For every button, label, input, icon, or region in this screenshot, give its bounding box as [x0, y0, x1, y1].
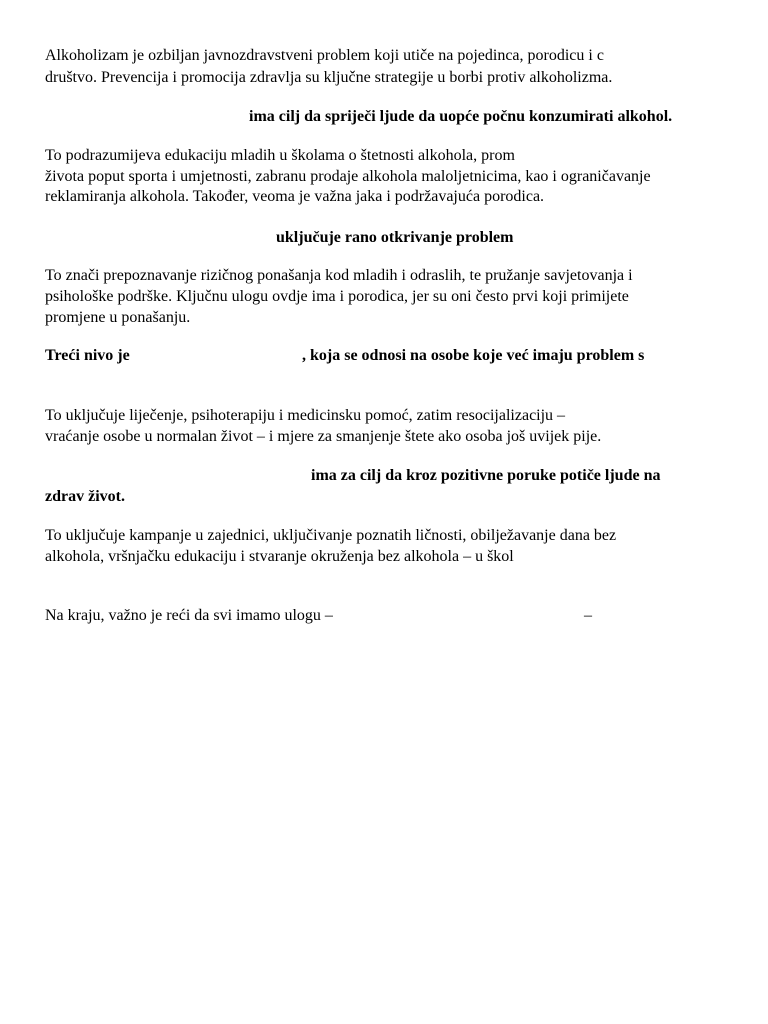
conclusion-text-part-1: Na kraju, važno je reći da svi imamo ulogu – [45, 607, 333, 624]
tertiary-text-line-1: To uključuje liječenje, psihoterapiju i medicinsku pomoć, zatim resocijalizaciju – [45, 407, 566, 424]
primary-text-line-2: života poput sporta i umjetnosti, zabranu prodaje alkohola maloljetnicima, kao i ograničavanje [45, 168, 651, 185]
primary-text-line-1: To podrazumijeva edukaciju mladih u školama o štetnosti alkohola, prom [45, 147, 515, 164]
intro-line-1: Alkoholizam je ozbiljan javnozdravstveni problem koji utiče na pojedinca, porodicu i c [45, 47, 604, 64]
promotion-heading-line-2: zdrav život. [45, 488, 125, 505]
secondary-text-line-3: promjene u ponašanju. [45, 309, 191, 326]
promotion-text-line-2: alkohola, vršnjačku edukaciju i stvaranje okruženja bez alkohola – u škol [45, 548, 514, 565]
conclusion-text-part-2: – [584, 607, 592, 624]
tertiary-text-line-2: vraćanje osobe u normalan život – i mjere za smanjenje štete ako osoba još uvijek pije. [45, 428, 602, 445]
tertiary-heading-part-2: , koja se odnosi na osobe koje već imaju problem s [302, 347, 645, 364]
tertiary-heading-part-1: Treći nivo je [45, 347, 130, 364]
primary-text-line-3: reklamiranja alkohola. Također, veoma je važna jaka i podržavajuća porodica. [45, 188, 545, 205]
secondary-prevention-heading: uključuje rano otkrivanje problem [276, 229, 514, 246]
secondary-text-line-2: psihološke podrške. Ključnu ulogu ovdje ima i porodica, jer su oni često prvi koji primijete [45, 288, 629, 305]
primary-prevention-heading: ima cilj da spriječi ljude da uopće počnu konzumirati alkohol. [249, 108, 673, 125]
promotion-heading-line-1: ima za cilj da kroz pozitivne poruke potiče ljude na [311, 467, 661, 484]
promotion-text-line-1: To uključuje kampanje u zajednici, uključivanje poznatih ličnosti, obilježavanje dana bez [45, 527, 617, 544]
secondary-text-line-1: To znači prepoznavanje rizičnog ponašanja kod mladih i odraslih, te pružanje savjetovanja i [45, 267, 633, 284]
intro-line-2: društvo. Prevencija i promocija zdravlja su ključne strategije u borbi protiv alkoholizma. [45, 69, 613, 86]
